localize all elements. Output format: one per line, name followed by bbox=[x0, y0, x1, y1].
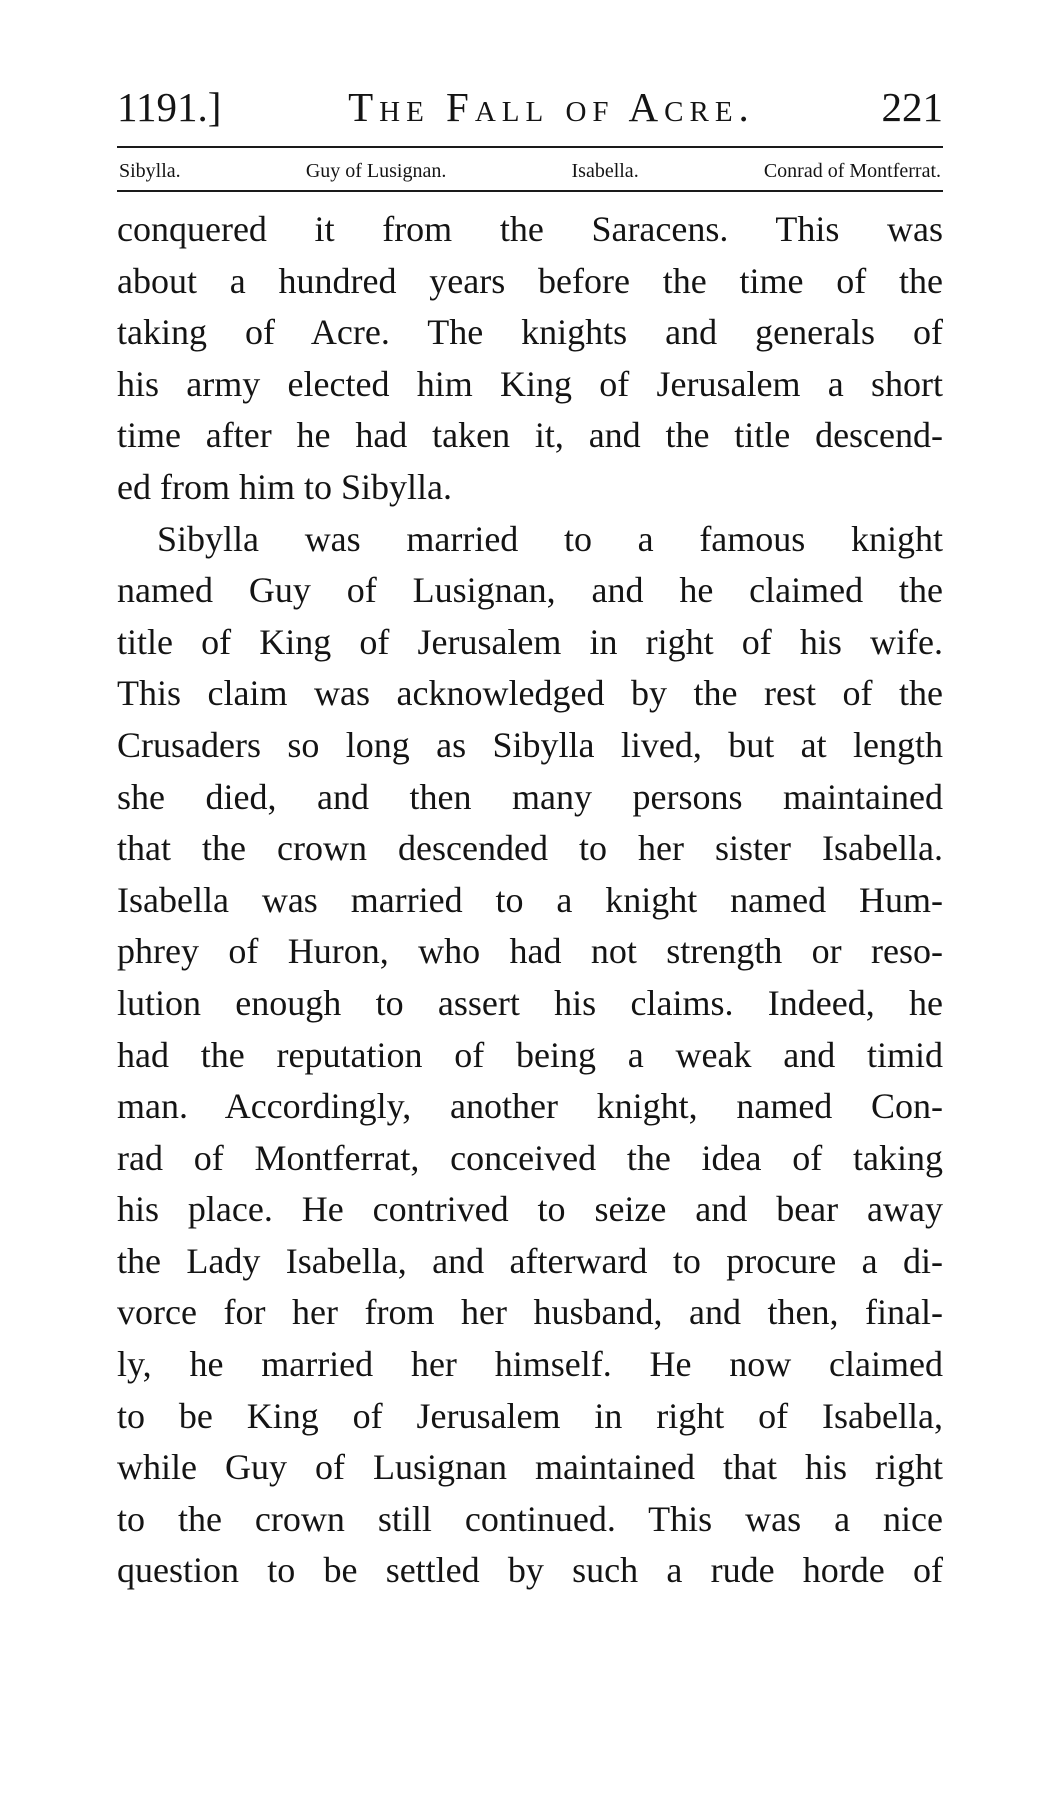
side-heading: Sibylla. bbox=[119, 160, 181, 182]
header-rule-bottom bbox=[117, 190, 943, 192]
text-line: Crusaders so long as Sibylla lived, but at length bbox=[117, 724, 943, 765]
text-line: man. Accordingly, another knight, named Con- bbox=[117, 1086, 943, 1127]
text-line: question to be settled by such a rude horde of bbox=[117, 1550, 943, 1591]
text-line: ly, he married her himself. He now claimed bbox=[117, 1344, 943, 1385]
text-line: title of King of Jerusalem in right of his wife. bbox=[117, 621, 943, 662]
text-line: his army elected him King of Jerusalem a short bbox=[117, 363, 943, 404]
text-line: ed from him to Sibylla. bbox=[117, 466, 452, 507]
text-line: This claim was acknowledged by the rest of the bbox=[117, 673, 943, 714]
text-line: had the reputation of being a weak and timid bbox=[117, 1034, 943, 1075]
text-line: rad of Montferrat, conceived the idea of taking bbox=[117, 1137, 943, 1178]
side-heading: Conrad of Montferrat. bbox=[763, 160, 941, 182]
text-line: phrey of Huron, who had not strength or reso- bbox=[117, 931, 943, 972]
side-heading: Isabella. bbox=[571, 160, 639, 182]
text-line: Sibylla was married to a famous knight bbox=[157, 518, 943, 559]
text-line: conquered it from the Saracens. This was bbox=[117, 209, 943, 249]
running-head bbox=[117, 82, 943, 132]
page-year: 1191.] bbox=[117, 84, 222, 130]
text-line: she died, and then many persons maintained bbox=[117, 776, 943, 817]
side-headings bbox=[117, 158, 943, 184]
text-line: while Guy of Lusignan maintained that his right bbox=[117, 1447, 943, 1488]
book-page bbox=[117, 82, 943, 1597]
text-line: to be King of Jerusalem in right of Isabella, bbox=[117, 1395, 943, 1436]
text-line: time after he had taken it, and the title descend- bbox=[117, 415, 943, 456]
side-heading: Guy of Lusignan. bbox=[305, 160, 447, 182]
running-title: The Fall of Acre. bbox=[348, 84, 755, 130]
text-line: his place. He contrived to seize and bear away bbox=[117, 1189, 943, 1230]
text-line: named Guy of Lusignan, and he claimed the bbox=[117, 570, 943, 611]
text-line: about a hundred years before the time of the bbox=[117, 260, 943, 301]
text-line: to the crown still continued. This was a nice bbox=[117, 1498, 943, 1539]
text-line: that the crown descended to her sister Isabella. bbox=[117, 828, 943, 869]
text-line: Isabella was married to a knight named Hum- bbox=[117, 879, 943, 920]
text-line: taking of Acre. The knights and generals of bbox=[117, 312, 943, 353]
header-rule-top bbox=[117, 146, 943, 148]
body-text bbox=[117, 204, 943, 1597]
text-line: the Lady Isabella, and afterward to procure a di- bbox=[117, 1240, 943, 1281]
text-line: lution enough to assert his claims. Indeed, he bbox=[117, 982, 943, 1023]
text-line: vorce for her from her husband, and then, final- bbox=[117, 1292, 943, 1333]
page-number: 221 bbox=[881, 84, 943, 130]
